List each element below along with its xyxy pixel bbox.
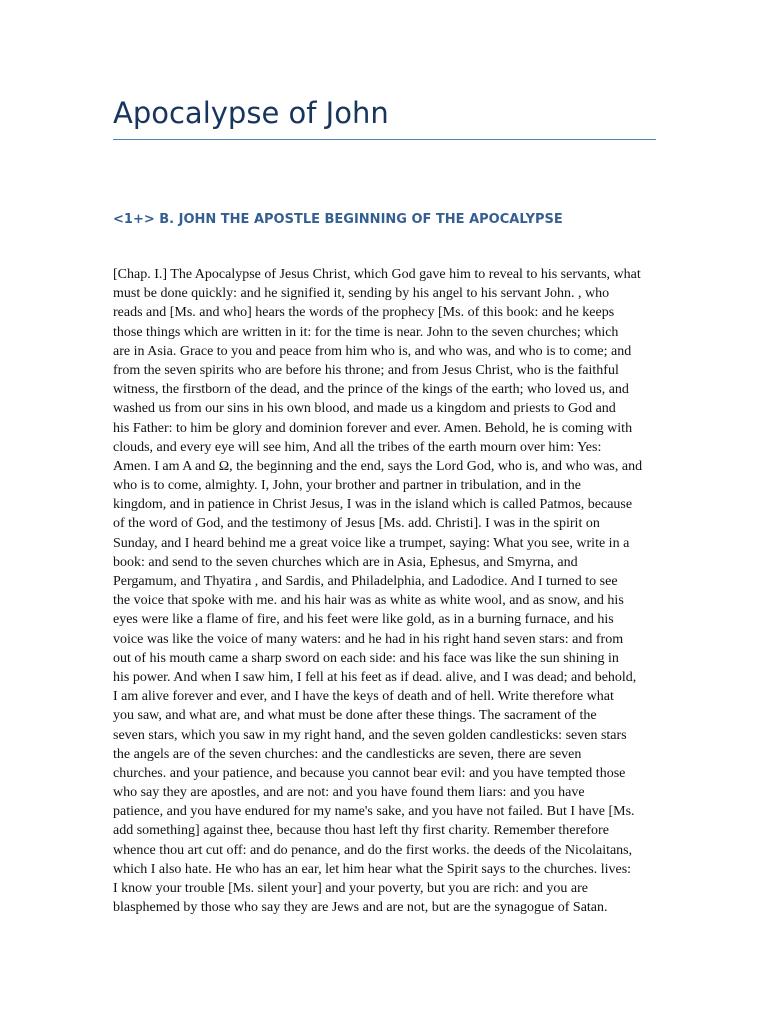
body-text-line: Pergamum, and Thyatira , and Sardis, and Philadelphia, and Ladodice. And I turned to see — [113, 574, 618, 589]
body-text-line: are in Asia. Grace to you and peace from him who is, and who was, and who is to come; and — [113, 343, 632, 359]
body-text-line: seven stars, which you saw in my right hand, and the seven golden candlesticks: seven stars — [113, 727, 627, 743]
body-text-line: reads and [Ms. and who] hears the words of the prophecy [Ms. of this book: and he keeps — [113, 305, 615, 321]
body-text-line: churches. and your patience, and because you cannot bear evil: and you have tempted those — [113, 765, 626, 781]
body-text-line: Sunday, and I heard behind me a great voice like a trumpet, saying: What you see, write in a — [113, 535, 630, 551]
body-text-line: which I also hate. He who has an ear, let him hear what the Spirit says to the churches. lives: — [113, 861, 632, 877]
title-underline-divider — [113, 139, 656, 140]
body-paragraph — [113, 265, 673, 917]
body-text-line: I am alive forever and ever, and I have the keys of death and of hell. Write therefore what — [113, 689, 614, 705]
body-text-line: those things which are written in it: for the time is near. John to the seven churches; which — [113, 324, 619, 340]
body-text-line: his power. And when I saw him, I fell at his feet as if dead. alive, and I was dead; and behold, — [113, 669, 637, 685]
body-text-line: eyes were like a flame of fire, and his feet were like gold, as in a burning furnace, and his — [113, 612, 614, 628]
body-text-line: out of his mouth came a sharp sword on each side: and his face was like the sun shining in — [113, 650, 619, 666]
body-text-line: of the word of God, and the testimony of Jesus [Ms. add. Christi]. I was in the spirit on — [113, 516, 600, 532]
body-text-line: the angels are of the seven churches: and the candlesticks are seven, there are seven — [113, 746, 582, 762]
body-text-line: who is to come, almighty. I, John, your brother and partner in tribulation, and in the — [113, 478, 581, 494]
body-text-line: must be done quickly: and he signified it, sending by his angel to his servant John. , who — [113, 286, 610, 302]
body-text-line: patience, and you have endured for my name's sake, and you have not failed. But I have [Ms. — [113, 804, 635, 820]
body-text-line: washed us from our sins in his own blood, and made us a kingdom and priests to God and — [113, 401, 616, 417]
body-text-line: who say they are apostles, and are not: and you have found them liars: and you have — [113, 785, 585, 801]
body-text-line: voice was like the voice of many waters: and he had in his right hand seven stars: and from — [113, 631, 624, 647]
body-text-line: whence thou art cut off: and do penance, and do the first works. the deeds of the Nicolaitans, — [113, 842, 633, 858]
body-text-line: blasphemed by those who say they are Jews and are not, but are the synagogue of Satan. — [113, 900, 608, 916]
body-text-line: clouds, and every eye will see him, And all the tribes of the earth mourn over him: Yes: — [113, 439, 602, 455]
body-text-line: from the seven spirits who are before his throne; and from Jesus Christ, who is the faithful — [113, 362, 619, 378]
page-title: Apocalypse of John — [113, 96, 389, 130]
body-text-line: Amen. I am A and Ω, the beginning and the end, says the Lord God, who is, and who was, and — [113, 458, 643, 474]
section-heading: <1+> B. JOHN THE APOSTLE BEGINNING OF THE APOCALYPSE — [113, 212, 563, 227]
body-text-line: I know your trouble [Ms. silent your] and your poverty, but you are rich: and you are — [113, 881, 588, 896]
body-text-line: [Chap. I.] The Apocalypse of Jesus Christ, which God gave him to reveal to his servants, what — [113, 267, 641, 282]
body-text-line: the voice that spoke with me. and his hair was as white as white wool, and as snow, and his — [113, 593, 624, 609]
body-text-line: kingdom, and in patience in Christ Jesus, I was in the island which is called Patmos, because — [113, 497, 633, 513]
body-text-line: you saw, and what are, and what must be done after these things. The sacrament of the — [113, 708, 597, 724]
body-text-line: his Father: to him be glory and dominion forever and ever. Amen. Behold, he is coming with — [113, 420, 633, 436]
body-text-line: witness, the firstborn of the dead, and the prince of the kings of the earth; who loved us, and — [113, 382, 629, 398]
body-text-line: book: and send to the seven churches which are in Asia, Ephesus, and Smyrna, and — [113, 554, 578, 570]
body-text-line: add something] against thee, because thou hast left thy first charity. Remember therefore — [113, 823, 609, 839]
